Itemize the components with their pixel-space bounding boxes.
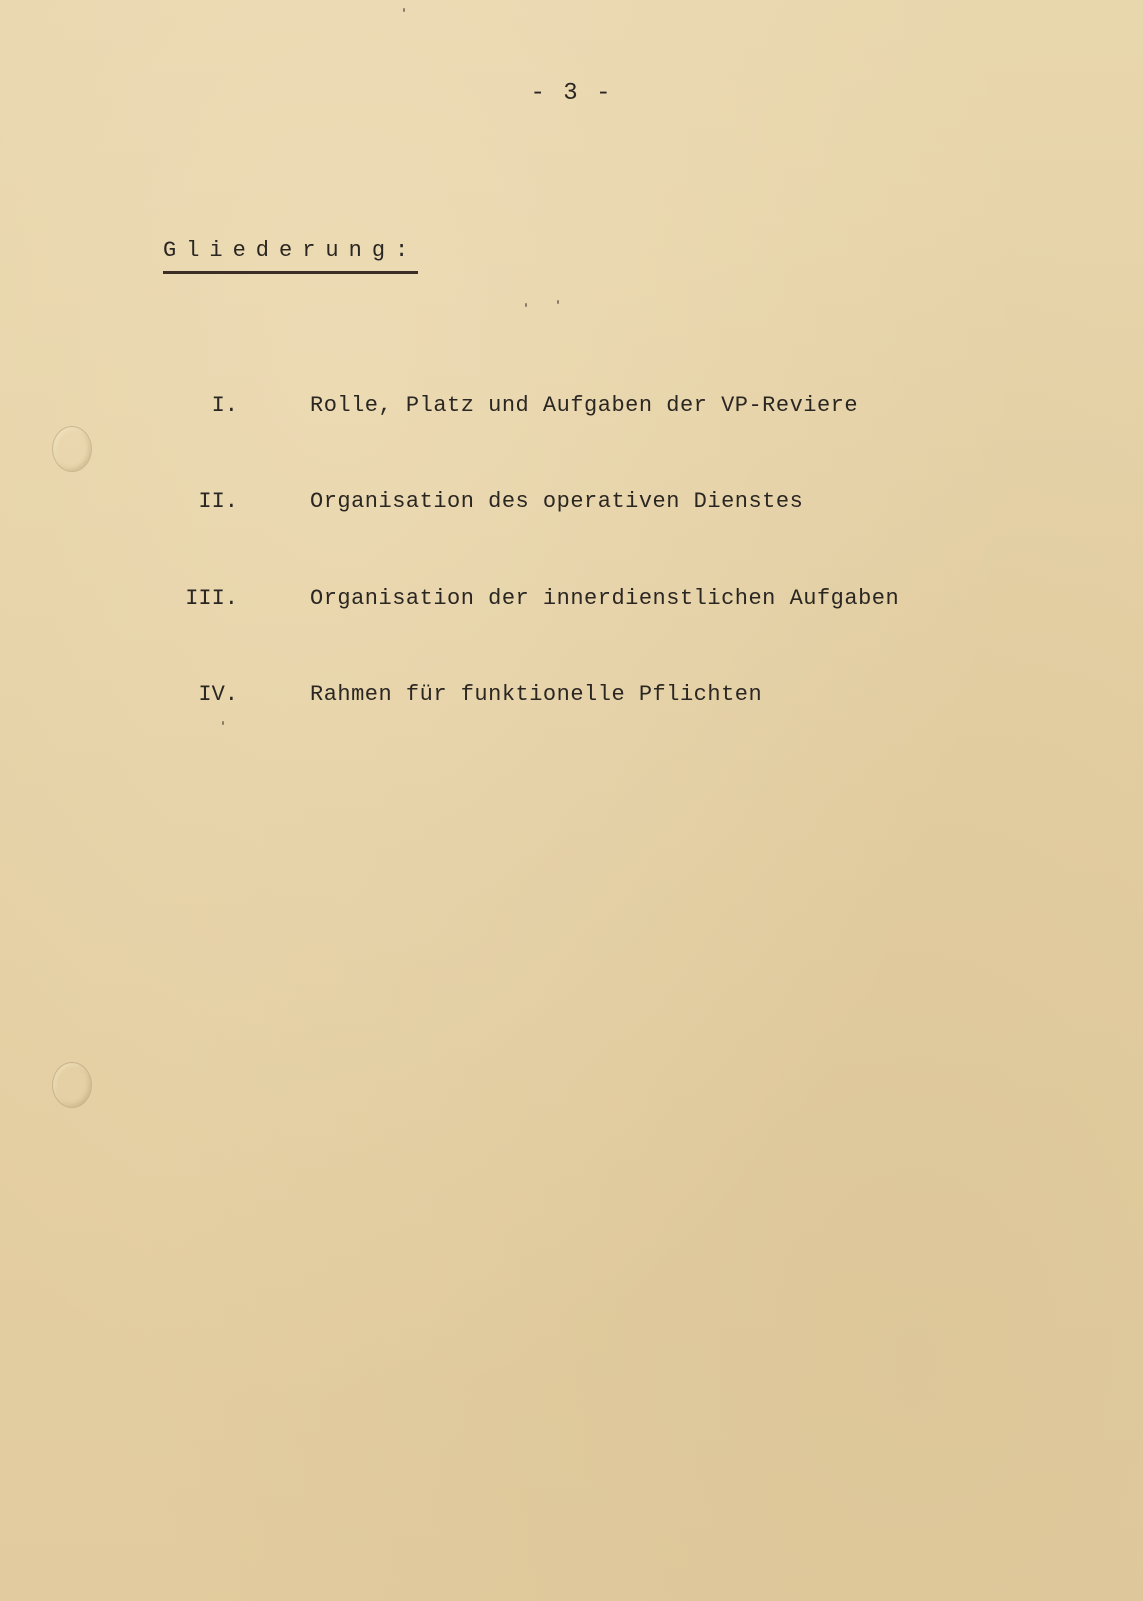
- paper-speck: [222, 721, 224, 725]
- paper-speck: [557, 300, 559, 304]
- toc-entry-4: [0, 682, 1143, 714]
- toc-numeral: II.: [198, 489, 238, 514]
- page-number: - 3 -: [530, 80, 613, 107]
- toc-numeral: IV.: [198, 682, 238, 707]
- toc-title: Rahmen für funktionelle Pflichten: [310, 682, 763, 707]
- paper-speck: [403, 8, 405, 12]
- toc-title: Organisation des operativen Dienstes: [310, 489, 804, 514]
- toc-entry-3: [0, 586, 1143, 618]
- toc-numeral: I.: [211, 393, 238, 418]
- punch-hole: [52, 1062, 92, 1108]
- punch-hole: [52, 426, 92, 472]
- section-heading: Gliederung:: [163, 238, 418, 274]
- toc-title: Rolle, Platz und Aufgaben der VP-Reviere: [310, 393, 859, 418]
- toc-title: Organisation der innerdienstlichen Aufgaben: [310, 586, 900, 611]
- paper-speck: [525, 303, 527, 307]
- toc-entry-2: [0, 489, 1143, 521]
- toc-entry-1: [0, 393, 1143, 425]
- toc-numeral: III.: [185, 586, 238, 611]
